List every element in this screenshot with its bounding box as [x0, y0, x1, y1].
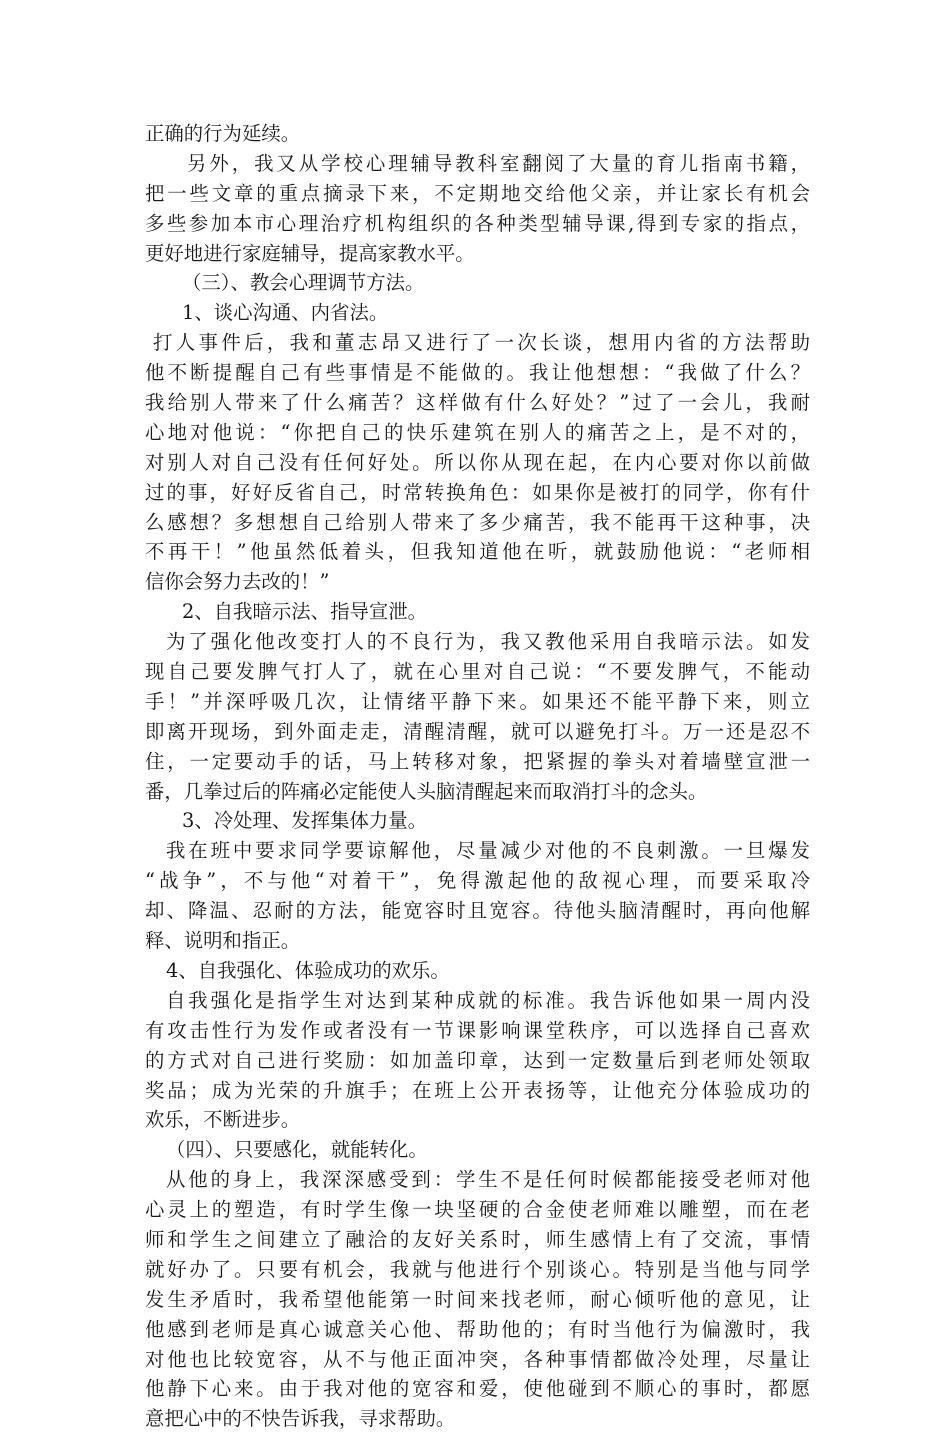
text-line: 现自己要发脾气打人了，就在心里对自己说：“不要发脾气，不能动 — [145, 660, 810, 684]
text-line: 意把心中的不快告诉我，寻求帮助。 — [145, 1407, 456, 1431]
text-line: 发生矛盾时，我希望他能第一时间来找老师，耐心倾听他的意见，让 — [145, 1287, 810, 1311]
text-line: 手！”并深呼吸几次，让情绪平静下来。如果还不能平静下来，则立 — [145, 689, 810, 713]
text-line: 打人事件后，我和董志昂又进行了一次长谈，想用内省的方法帮助 — [153, 331, 810, 355]
text-line: 他感到老师是真心诚意关心他、帮助他的；有时当他行为偏激时，我 — [145, 1317, 810, 1341]
text-line: 师和学生之间建立了融洽的友好关系时，师生感情上有了交流，事情 — [145, 1227, 810, 1251]
text-line: 心地对他说：“你把自己的快乐建筑在别人的痛苦之上，是不对的， — [145, 420, 810, 444]
text-line: 更好地进行家庭辅导，提高家教水平。 — [145, 241, 475, 265]
text-line: 把一些文章的重点摘录下来，不定期地交给他父亲，并让家长有机会 — [145, 181, 810, 205]
text-line: 另外，我又从学校心理辅导教科室翻阅了大量的育儿指南书籍， — [187, 151, 810, 175]
text-line: 对他也比较宽容，从不与他正面冲突，各种事情都做冷处理，尽量让 — [145, 1347, 810, 1371]
text-line: 从他的身上，我深深感受到：学生不是任何时候都能接受老师对他 — [166, 1168, 810, 1192]
text-line: 2、自我暗示法、指导宣泄。 — [182, 600, 428, 624]
text-line: 过的事，好好反省自己，时常转换角色：如果你是被打的同学，你有什 — [145, 480, 810, 504]
text-line: 我在班中要求同学要谅解他，尽量减少对他的不良刺激。一旦爆发 — [166, 839, 810, 863]
text-line: 欢乐，不断进步。 — [145, 1108, 301, 1132]
text-line: 么感想？多想想自己给别人带来了多少痛苦，我不能再干这种事，决 — [145, 510, 810, 534]
text-line: 有攻击性行为发作或者没有一节课影响课堂秩序，可以选择自己喜欢 — [145, 1018, 810, 1042]
text-line: 3、冷处理、发挥集体力量。 — [182, 809, 428, 833]
text-line: 却、降温、忍耐的方法，能宽容时且宽容。待他头脑清醒时，再向他解 — [145, 899, 810, 923]
text-line: “战争”，不与他“对着干”，免得激起他的敌视心理，而要采取冷 — [145, 869, 810, 893]
text-line: 对别人对自己没有任何好处。所以你从现在起，在内心要对你以前做 — [145, 450, 810, 474]
text-line: 的方式对自己进行奖励：如加盖印章，达到一定数量后到老师处领取 — [145, 1048, 810, 1072]
text-line: 不再干！”他虽然低着头，但我知道他在听，就鼓励他说：“老师相 — [145, 540, 810, 564]
text-line: 自我强化是指学生对达到某种成就的标准。我告诉他如果一周内没 — [166, 988, 810, 1012]
document-body — [145, 119, 810, 1434]
text-line: （四）、只要感化，就能转化。 — [166, 1138, 428, 1162]
text-line: 他静下心来。由于我对他的宽容和爱，使他碰到不顺心的事时，都愿 — [145, 1377, 810, 1401]
text-line: （三）、教会心理调节方法。 — [182, 271, 425, 295]
text-line: 多些参加本市心理治疗机构组织的各种类型辅导课,得到专家的指点， — [145, 211, 810, 235]
text-line: 心灵上的塑造，有时学生像一块坚硬的合金使老师难以雕塑，而在老 — [145, 1198, 810, 1222]
text-line: 番，几拳过后的阵痛必定能使人头脑清醒起来而取消打斗的念头。 — [145, 779, 708, 803]
text-line: 我给别人带来了什么痛苦？这样做有什么好处？”过了一会儿，我耐 — [145, 391, 810, 415]
text-line: 1、谈心沟通、内省法。 — [182, 301, 389, 325]
text-line: 信你会努力去改的！” — [145, 570, 330, 594]
text-line: 他不断提醒自己有些事情是不能做的。我让他想想：“我做了什么？ — [145, 361, 810, 385]
text-line: 正确的行为延续。 — [145, 122, 301, 145]
text-line: 4、自我强化、体验成功的欢乐。 — [166, 958, 450, 982]
text-line: 就好办了。只要有机会，我就与他进行个别谈心。特别是当他与同学 — [145, 1257, 810, 1281]
text-line: 住，一定要动手的话，马上转移对象，把紧握的拳头对着墙壁宣泄一 — [145, 749, 810, 773]
text-line: 奖品；成为光荣的升旗手；在班上公开表扬等，让他充分体验成功的 — [145, 1078, 810, 1102]
text-line: 为了强化他改变打人的不良行为，我又教他采用自我暗示法。如发 — [166, 630, 810, 654]
text-line: 释、说明和指正。 — [145, 929, 301, 953]
text-line: 即离开现场，到外面走走，清醒清醒，就可以避免打斗。万一还是忍不 — [145, 719, 810, 743]
